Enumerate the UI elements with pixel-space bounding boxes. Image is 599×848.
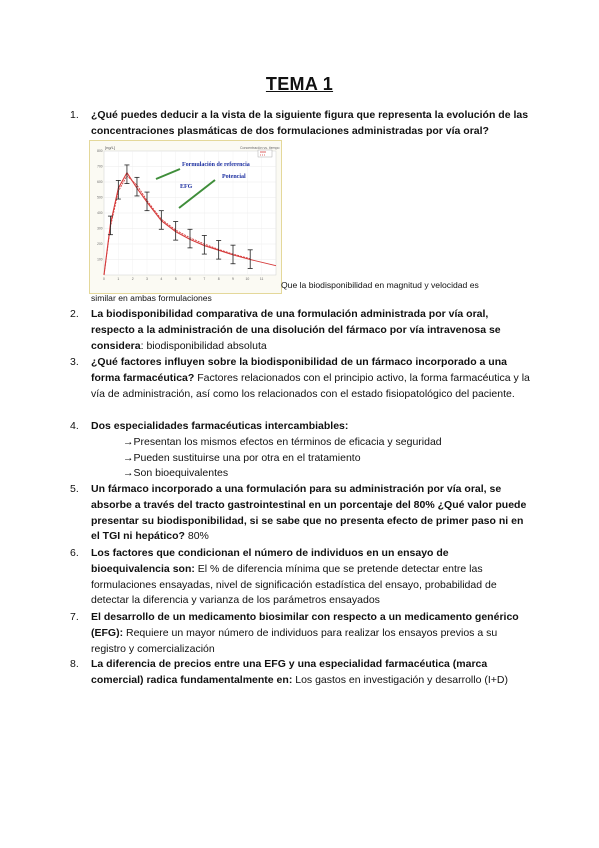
page-title: TEMA 1 (265, 74, 334, 94)
plasma-concentration-chart (89, 140, 282, 294)
question-2 (70, 307, 530, 354)
question-number: 6. (70, 547, 79, 559)
answer-text: Factores relacionados con el principio activo, la forma farmacéutica y la vía de administración, así como los relacionados con el estado fisiopatológico del paciente. (91, 371, 530, 400)
x-tick-label: 11 (259, 277, 264, 281)
x-tick-label: 9 (232, 277, 234, 281)
question-number: 5. (70, 483, 79, 495)
question-4 (70, 419, 530, 482)
answer-text: El % de diferencia mínima que se pretende detectar entre las formulaciones ensayadas, nivel de significación estadística del ensayo, probabilidad de detectar la diferencia y varianza de los parámetros ensayados (91, 562, 497, 607)
question-1 (70, 108, 530, 140)
question-number: 8. (70, 658, 79, 670)
list-item: →Son bioequivalentes (123, 467, 229, 480)
question-text: ¿Qué puedes deducir a la vista de la siguiente figura que representa la evolución de las concentraciones plasmáticas de dos formulaciones administradas por vía oral? (91, 109, 529, 137)
question-text: La biodisponibilidad comparativa de una formulación administrada por vía oral, respecto a la administración de una disolución del fármaco por vía intravenosa se considera (91, 308, 501, 352)
answer-text: Requiere un mayor número de individuos para realizar los ensayos previos a su registro y comercialización (91, 626, 498, 655)
x-tick-label: 7 (203, 277, 206, 281)
y-tick-label: 300 (97, 226, 103, 231)
arrow-icon: → (123, 435, 134, 448)
question-number: 3. (70, 356, 79, 368)
x-ticks (103, 277, 263, 281)
question-number: 7. (70, 611, 79, 623)
x-tick-label: 8 (217, 277, 220, 281)
x-tick-label: 6 (189, 277, 191, 281)
list-item: →Pueden sustituirse una por otra en el tratamiento (123, 451, 361, 464)
answer-text: Los gastos en investigación y desarrollo (I+D) (292, 673, 508, 686)
question-text: El desarrollo de un medicamento biosimilar con respecto a un medicamento genérico (EFG): (91, 611, 519, 639)
q1-answer-line-1: Que la biodisponibilidad en magnitud y velocidad es (281, 280, 479, 290)
label-efg: EFG (180, 184, 193, 190)
question-8 (70, 657, 530, 689)
y-tick-label: 200 (97, 242, 103, 247)
q1-answer-line-2: similar en ambas formulaciones (91, 293, 212, 303)
question-text: Los factores que condicionan el número de individuos en un ensayo de bioequivalencia son: (91, 547, 449, 575)
chart-svg (90, 141, 281, 293)
y-tick-label: 700 (97, 164, 103, 169)
x-tick-label: 0 (103, 277, 105, 281)
question-number: 4. (70, 420, 79, 432)
question-3 (70, 355, 530, 402)
y-ticks (97, 149, 103, 262)
arrow-icon: → (123, 467, 134, 480)
x-tick-label: 1 (117, 277, 120, 281)
question-5 (70, 482, 530, 545)
question-text: Dos especialidades farmacéuticas intercambiables: (91, 420, 349, 432)
x-tick-label: 2 (131, 277, 134, 281)
arrow-icon: → (123, 451, 134, 464)
y-unit-label: [ng/L] (105, 145, 116, 150)
x-tick-label: 5 (174, 277, 177, 281)
y-tick-label: 600 (97, 180, 103, 185)
question-number: 2. (70, 308, 79, 320)
x-tick-label: 3 (146, 277, 148, 281)
answer-text: 80% (184, 530, 209, 543)
y-tick-label: 400 (97, 211, 103, 216)
question-text: Un fármaco incorporado a una formulación para su administración por vía oral, se absorbe a través del tracto gastrointestinal en un porcentaje del 80% ¿Qué valor puede presentar su biodisponibilidad, si se sabe que no presenta efecto de primer paso ni en el TGI ni hepático? (91, 483, 527, 543)
list-item: →Presentan los mismos efectos en términos de eficacia y seguridad (123, 435, 442, 448)
answer-text: : biodisponibilidad absoluta (140, 339, 267, 352)
x-tick-label: 10 (245, 277, 250, 281)
y-tick-label: 800 (97, 149, 103, 154)
legend-text: Concentración vs. tiempo (240, 146, 280, 150)
question-text: ¿Qué factores influyen sobre la biodisponibilidad de un fármaco incorporado a una forma farmacéutica? (91, 356, 507, 384)
x-tick-label: 4 (160, 277, 163, 281)
label-potencial: Potencial (222, 174, 246, 180)
legend-box (258, 150, 272, 157)
question-text: La diferencia de precios entre una EFG y una especialidad farmacéutica (marca comercial) radica fundamentalmente en: (91, 658, 488, 686)
y-tick-label: 100 (97, 257, 103, 262)
question-6 (70, 546, 530, 609)
label-formulacion-referencia: Formulación de referencia (182, 162, 250, 168)
y-tick-label: 500 (97, 195, 103, 200)
question-number: 1. (70, 109, 79, 121)
question-7 (70, 610, 530, 657)
